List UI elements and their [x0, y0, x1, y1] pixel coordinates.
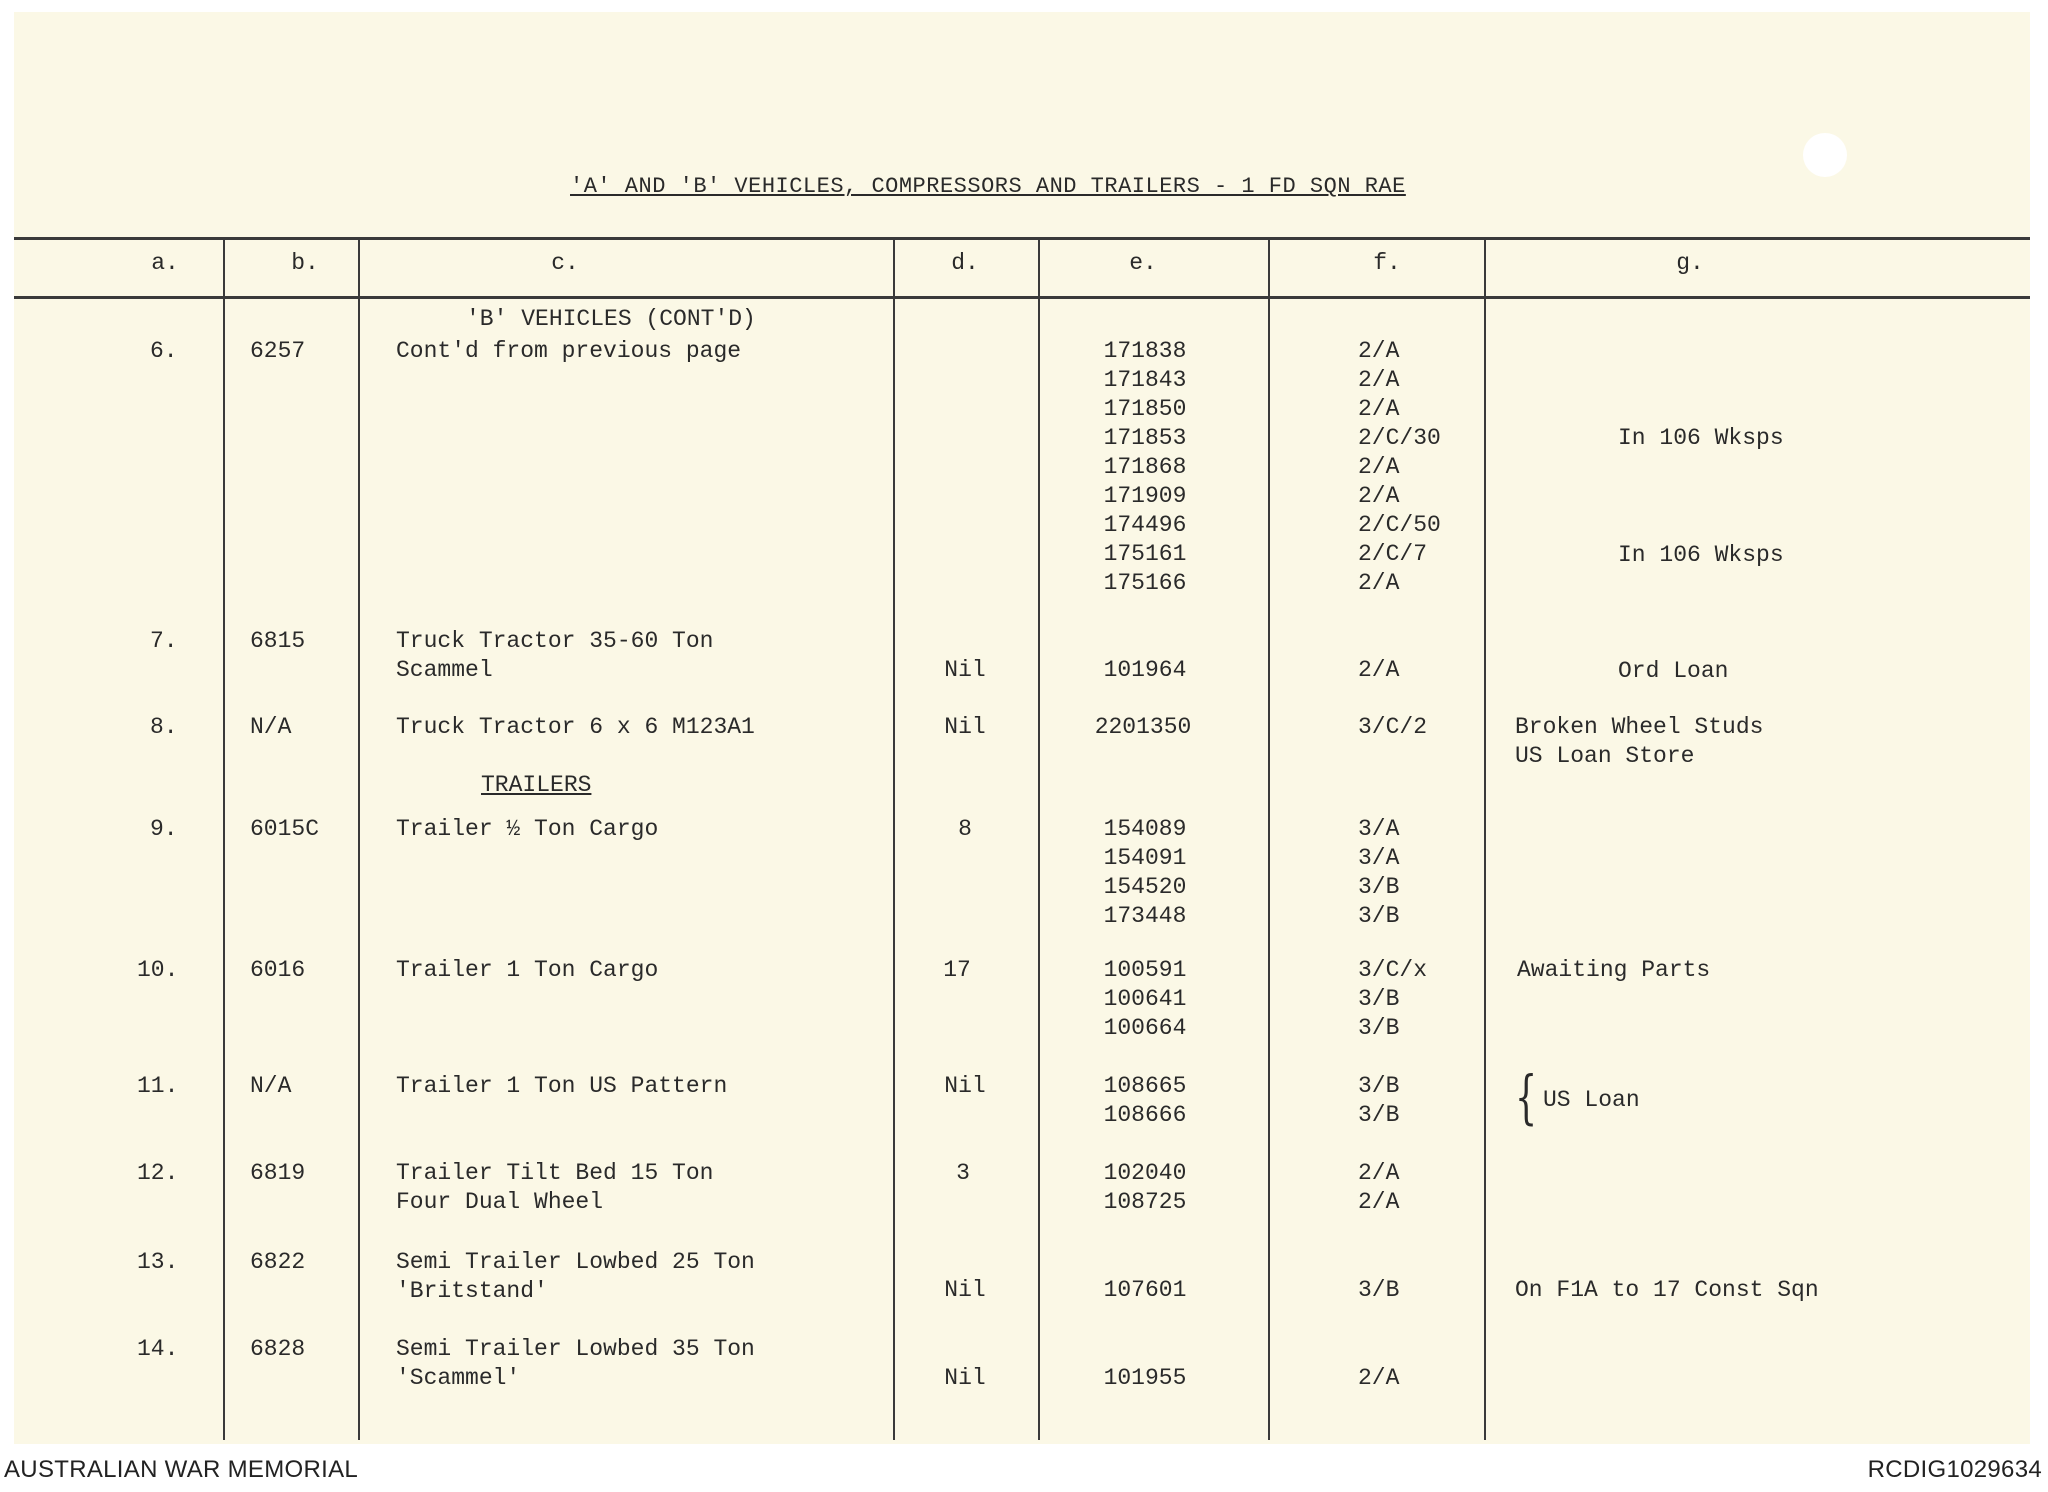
row-9-code: 6015C	[250, 816, 320, 842]
row-10-status	[1358, 956, 1427, 1043]
serial: 100664	[1103, 1015, 1187, 1041]
row-12-desc	[396, 1159, 713, 1217]
row-9-status	[1358, 815, 1399, 931]
col-header-c: c.	[551, 250, 579, 276]
row-9-serials	[1090, 815, 1200, 931]
row-14-serial: 101955	[1103, 1365, 1187, 1391]
status: 3/B	[1358, 1073, 1400, 1099]
page-title: 'A' AND 'B' VEHICLES, COMPRESSORS AND TRAILERS - 1 FD SQN RAE	[570, 174, 1406, 199]
serial: 171838	[1103, 338, 1187, 364]
row-14-desc	[396, 1335, 755, 1393]
row-6-code: 6257	[250, 338, 306, 364]
row-13-code: 6822	[250, 1249, 306, 1275]
serial: 171850	[1103, 396, 1187, 422]
row-13-item: 13.	[137, 1249, 179, 1275]
status: 2/C/50	[1358, 512, 1441, 538]
status: 2/C/30	[1358, 425, 1441, 451]
status: 3/B	[1358, 986, 1400, 1012]
col-header-d: d.	[951, 250, 979, 276]
serial: 100591	[1103, 957, 1187, 983]
row-6-item: 6.	[150, 338, 178, 364]
row-8-qty: Nil	[944, 714, 986, 740]
status: 3/C/x	[1358, 957, 1428, 983]
desc-line: Truck Tractor 35-60 Ton	[396, 628, 714, 654]
row-8-serial: 2201350	[1094, 714, 1192, 740]
row-11-item: 11.	[137, 1073, 179, 1099]
row-13-qty: Nil	[944, 1277, 986, 1303]
archive-credit: AUSTRALIAN WAR MEMORIAL	[4, 1456, 359, 1483]
row-9-item: 9.	[150, 816, 178, 842]
col-header-a: a.	[151, 250, 179, 276]
desc-line: 'Scammel'	[396, 1365, 521, 1391]
row-14-status: 2/A	[1358, 1365, 1400, 1391]
row-9-desc: Trailer ½ Ton Cargo	[396, 816, 659, 842]
row-6-serials	[1090, 337, 1200, 598]
serial: 171843	[1103, 367, 1187, 393]
row-10-desc: Trailer 1 Ton Cargo	[396, 957, 659, 983]
status: 3/B	[1358, 1102, 1400, 1128]
serial: 108665	[1103, 1073, 1187, 1099]
remark-line: US Loan Store	[1515, 743, 1695, 769]
section-heading-trailers: TRAILERS	[481, 772, 592, 798]
desc-line: Scammel	[396, 657, 493, 683]
row-8-item: 8.	[150, 714, 178, 740]
remark-line: Broken Wheel Studs	[1515, 714, 1764, 740]
row-11-desc: Trailer 1 Ton US Pattern	[396, 1073, 728, 1099]
desc-line: 'Britstand'	[396, 1278, 548, 1304]
serial: 100641	[1103, 986, 1187, 1012]
col-divider-cd	[893, 237, 895, 1440]
serial: 173448	[1103, 903, 1187, 929]
status: 2/A	[1358, 1189, 1400, 1215]
col-header-e: e.	[1129, 250, 1157, 276]
row-8-desc: Truck Tractor 6 x 6 M123A1	[396, 714, 755, 740]
desc-line: Four Dual Wheel	[396, 1189, 604, 1215]
serial: 102040	[1103, 1160, 1187, 1186]
row-8-code: N/A	[250, 714, 292, 740]
status: 2/A	[1358, 338, 1400, 364]
status: 3/A	[1358, 816, 1400, 842]
serial: 154520	[1103, 874, 1187, 900]
status: 3/B	[1358, 874, 1400, 900]
row-14-code: 6828	[250, 1336, 306, 1362]
col-header-g: g.	[1676, 250, 1704, 276]
status: 3/A	[1358, 845, 1400, 871]
row-7-code: 6815	[250, 628, 306, 654]
row-9-qty: 8	[958, 816, 972, 842]
row-11-remark: US Loan	[1543, 1087, 1640, 1113]
row-10-serials	[1090, 956, 1200, 1043]
header-bottom-rule	[14, 296, 2030, 299]
serial: 174496	[1103, 512, 1187, 538]
row-7-status: 2/A	[1358, 657, 1400, 683]
row-10-item: 10.	[137, 957, 179, 983]
serial: 154089	[1103, 816, 1187, 842]
status: 2/A	[1358, 483, 1400, 509]
row-10-remark: Awaiting Parts	[1517, 957, 1711, 983]
row-7-item: 7.	[150, 628, 178, 654]
col-divider-ef	[1268, 237, 1270, 1440]
row-12-qty: 3	[956, 1160, 970, 1186]
archive-id: RCDIG1029634	[1867, 1456, 2042, 1483]
row-14-qty: Nil	[944, 1365, 986, 1391]
desc-line: Semi Trailer Lowbed 25 Ton	[396, 1249, 755, 1275]
row-12-serials	[1090, 1159, 1200, 1217]
row-7-desc	[396, 627, 713, 685]
serial: 171868	[1103, 454, 1187, 480]
row-13-remark: On F1A to 17 Const Sqn	[1515, 1277, 1819, 1303]
row-6-status	[1358, 337, 1441, 598]
row-7-qty: Nil	[944, 657, 986, 683]
row-11-qty: Nil	[944, 1073, 986, 1099]
desc-line: Semi Trailer Lowbed 35 Ton	[396, 1336, 755, 1362]
row-6-remark-1: In 106 Wksps	[1618, 425, 1784, 451]
serial: 108666	[1103, 1102, 1187, 1128]
row-7-remark: Ord Loan	[1618, 658, 1729, 684]
col-divider-bc	[358, 237, 360, 1440]
status: 2/A	[1358, 570, 1400, 596]
row-11-status	[1358, 1072, 1399, 1130]
row-8-remarks	[1515, 713, 1763, 771]
section-heading-b-vehicles: 'B' VEHICLES (CONT'D)	[466, 306, 756, 332]
row-14-item: 14.	[137, 1336, 179, 1362]
status: 2/A	[1358, 396, 1400, 422]
brace-icon: {	[1515, 1063, 1538, 1131]
row-10-code: 6016	[250, 957, 306, 983]
row-6-desc: Cont'd from previous page	[396, 338, 742, 364]
status: 2/A	[1358, 454, 1400, 480]
serial: 171853	[1103, 425, 1187, 451]
col-header-f: f.	[1373, 250, 1401, 276]
col-divider-de	[1038, 237, 1040, 1440]
status: 3/B	[1358, 1015, 1400, 1041]
row-13-status: 3/B	[1358, 1277, 1400, 1303]
status: 2/A	[1358, 1160, 1400, 1186]
serial: 154091	[1103, 845, 1187, 871]
col-header-b: b.	[291, 250, 319, 276]
serial: 175166	[1103, 570, 1187, 596]
row-13-serial: 107601	[1103, 1277, 1187, 1303]
row-8-status: 3/C/2	[1358, 714, 1428, 740]
status: 2/C/7	[1358, 541, 1428, 567]
row-12-status	[1358, 1159, 1399, 1217]
row-11-serials	[1090, 1072, 1200, 1130]
serial: 171909	[1103, 483, 1187, 509]
row-10-qty: 17	[943, 957, 971, 983]
desc-line: Trailer Tilt Bed 15 Ton	[396, 1160, 714, 1186]
table-top-rule	[14, 237, 2030, 240]
row-7-serial: 101964	[1103, 657, 1187, 683]
row-12-code: 6819	[250, 1160, 306, 1186]
row-11-code: N/A	[250, 1073, 292, 1099]
serial: 175161	[1103, 541, 1187, 567]
row-12-item: 12.	[137, 1160, 179, 1186]
punch-hole	[1803, 133, 1847, 177]
row-13-desc	[396, 1248, 755, 1306]
status: 2/A	[1358, 367, 1400, 393]
row-6-remark-2: In 106 Wksps	[1618, 542, 1784, 568]
status: 3/B	[1358, 903, 1400, 929]
serial: 108725	[1103, 1189, 1187, 1215]
col-divider-fg	[1484, 237, 1486, 1440]
col-divider-ab	[223, 237, 225, 1440]
